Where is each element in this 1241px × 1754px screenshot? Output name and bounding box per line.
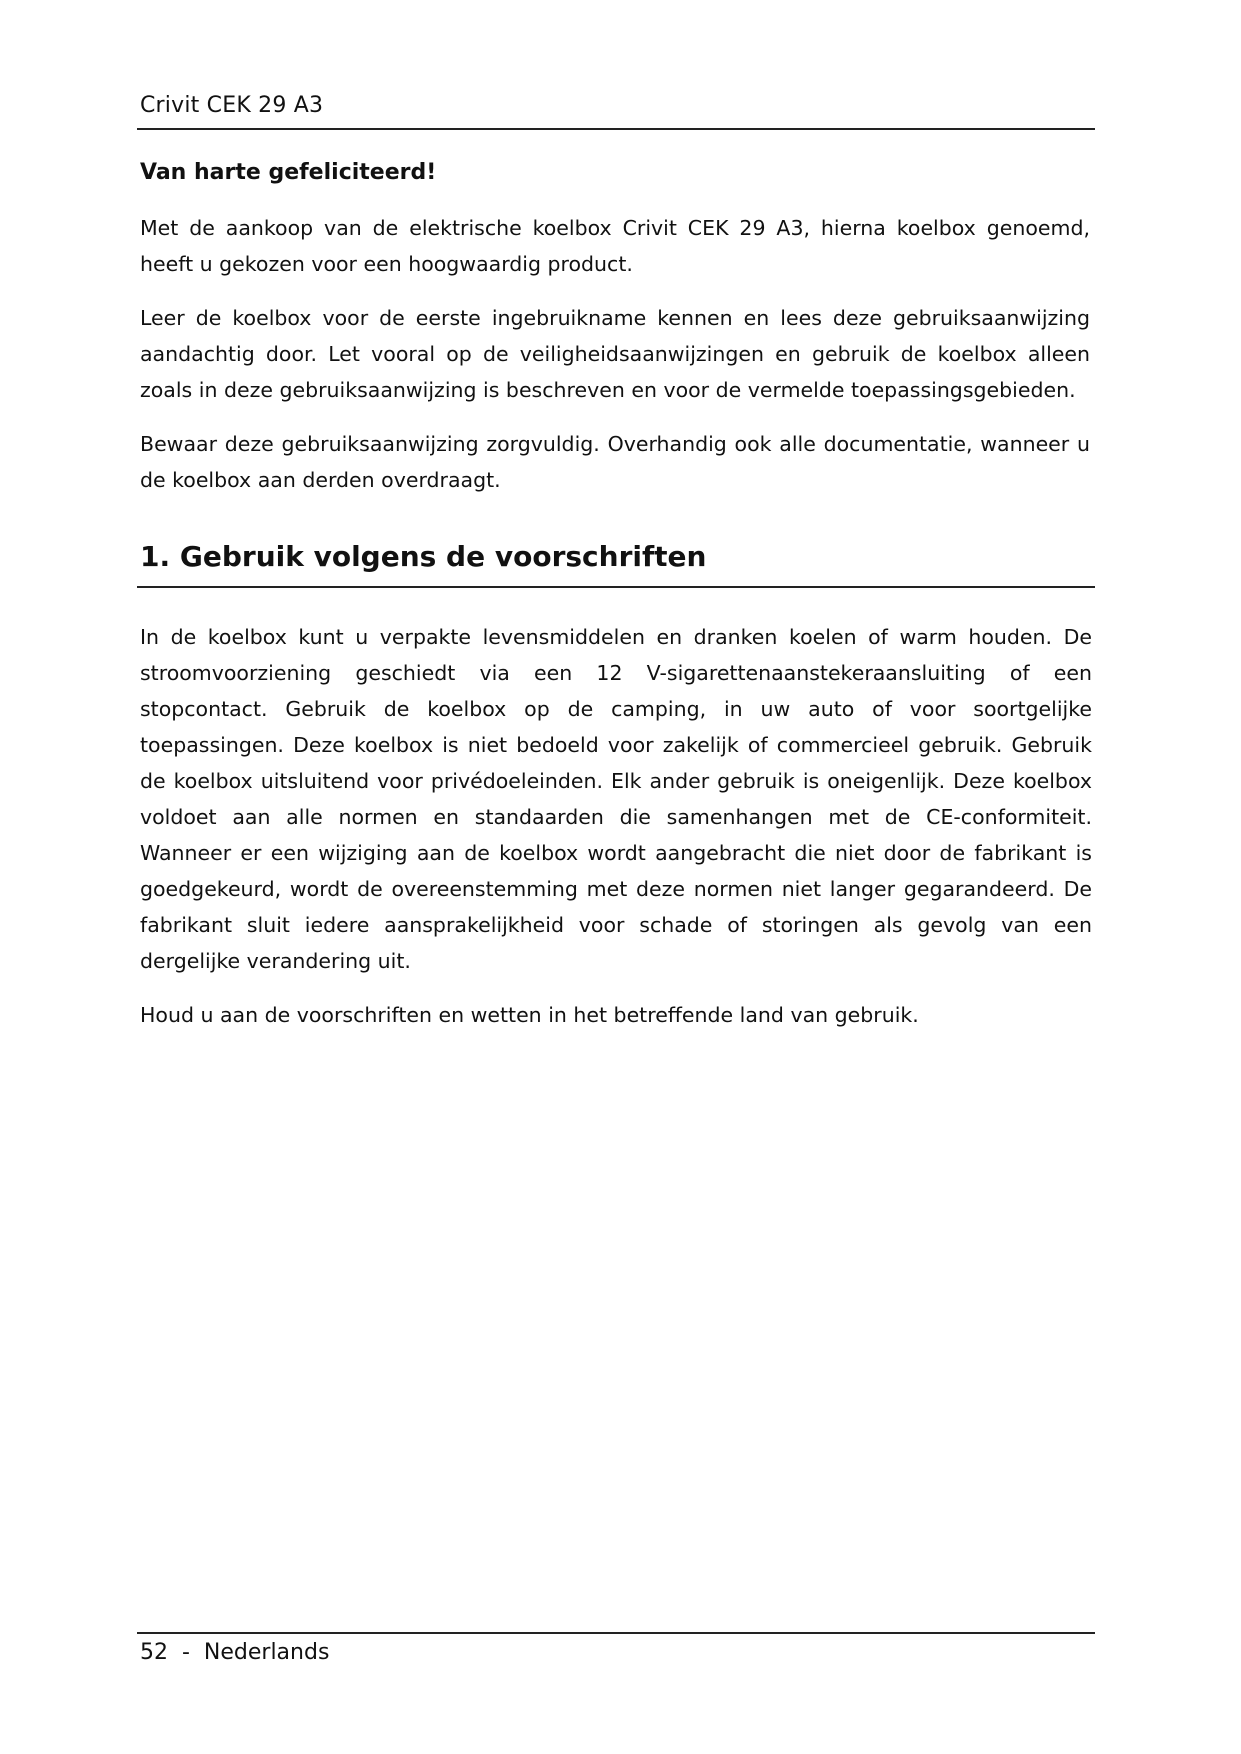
page-footer-label: 52 - Nederlands (140, 1640, 330, 1665)
intro-section (140, 158, 1090, 516)
intro-paragraph-1: Met de aankoop van de elektrische koelbox Crivit CEK 29 A3, hierna koelbox genoemd, heeft u gekozen voor een hoogwaardig product. (140, 216, 1090, 276)
intro-paragraph-2: Leer de koelbox voor de eerste ingebruikname kennen en lees deze gebruiksaanwijzing aandachtig door. Let vooral op de veiligheidsaanwijzingen en gebruik de koelbox alleen zoals in deze gebruiksaanwijzing is beschreven en voor de vermelde toepassingsgebieden. (140, 306, 1090, 402)
intro-paragraph-3: Bewaar deze gebruiksaanwijzing zorgvuldig. Overhandig ook alle documentatie, wanneer u de koelbox aan derden overdraagt. (140, 432, 1090, 492)
section-1-paragraph-1: In de koelbox kunt u verpakte levensmiddelen en dranken koelen of warm houden. De stroomvoorziening geschiedt via een 12 V-sigarettenaanstekeraansluiting of een stopcontact. Gebruik de koelbox op de camping, in uw auto of voor soortgelijke toepassingen. Deze koelbox is niet bedoeld voor zakelijk of commercieel gebruik. Gebruik de koelbox uitsluitend voor privédoeleinden. Elk ander gebruik is oneigenlijk. Deze koelbox voldoet aan alle normen en standaarden die samenhangen met de CE-conformiteit. Wanneer er een wijziging aan de koelbox wordt aangebracht die niet door de fabrikant is goedgekeurd, wordt de overeenstemming met deze normen niet langer gegarandeerd. De fabrikant sluit iedere aansprakelijkheid voor schade of storingen als gevolg van een dergelijke verandering uit. (140, 625, 1092, 973)
page-header-title: Crivit CEK 29 A3 (140, 93, 324, 118)
section-1-divider (137, 586, 1095, 588)
section-1-heading: 1. Gebruik volgens de voorschriften (140, 540, 707, 573)
section-1-body (140, 619, 1092, 1051)
footer-divider (137, 1632, 1095, 1634)
header-divider (137, 128, 1095, 130)
intro-title: Van harte gefeliciteerd! (140, 160, 437, 185)
section-1-paragraph-2: Houd u aan de voorschriften en wetten in het betreffende land van gebruik. (140, 1003, 919, 1027)
